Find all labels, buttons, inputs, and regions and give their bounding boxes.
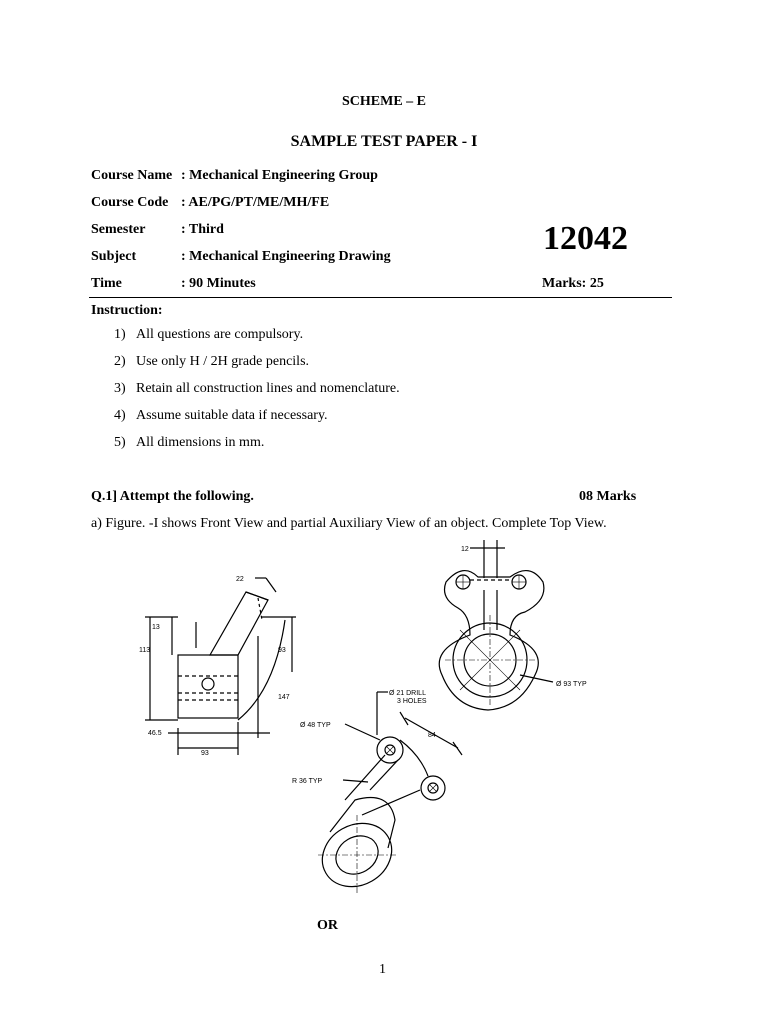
- time-value: : 90 Minutes: [181, 276, 256, 291]
- front-view-dimensions: [139, 576, 290, 757]
- pictorial-view-drawing: [311, 692, 462, 899]
- dim-label: 113: [139, 647, 151, 654]
- course-code-label: Course Code: [91, 195, 169, 210]
- semester-value: : Third: [181, 222, 224, 237]
- or-separator: OR: [317, 918, 338, 933]
- course-name-value: : Mechanical Engineering Group: [181, 168, 378, 183]
- instruction-heading: Instruction:: [91, 303, 163, 318]
- question-marks: 08 Marks: [579, 489, 637, 504]
- dim-label: R 36 TYP: [292, 778, 323, 785]
- dim-label: 46.5: [148, 730, 162, 737]
- auxiliary-view-dimensions: [461, 546, 587, 688]
- semester-label: Semester: [91, 222, 146, 237]
- dim-label: 22: [236, 576, 244, 583]
- list-item: 1) All questions are compulsory.: [114, 327, 304, 342]
- auxiliary-view-drawing: [439, 540, 553, 710]
- dim-label: 84: [428, 732, 436, 739]
- paper-code-number: 12042: [543, 220, 628, 257]
- front-view-drawing: [145, 578, 296, 755]
- time-label: Time: [91, 276, 122, 291]
- dim-label: 12: [461, 546, 469, 553]
- list-item: 5) All dimensions in mm.: [114, 435, 265, 450]
- dim-label: Ø 21 DRILL: [389, 690, 426, 697]
- course-code-value: : AE/PG/PT/ME/MH/FE: [181, 195, 330, 210]
- scheme-label: SCHEME – E: [341, 94, 426, 109]
- pictorial-view-dimensions: [292, 690, 436, 785]
- page-number: 1: [379, 962, 386, 977]
- list-item: 2) Use only H / 2H grade pencils.: [114, 354, 310, 369]
- dim-label: 93: [278, 647, 286, 654]
- paper-title: SAMPLE TEST PAPER - I: [290, 133, 478, 150]
- dim-label: Ø 48 TYP: [300, 722, 331, 729]
- total-marks: Marks: 25: [542, 276, 604, 291]
- dim-label: 3 HOLES: [397, 698, 427, 705]
- course-name-label: Course Name: [91, 168, 173, 183]
- question-part-a: a) Figure. -I shows Front View and partial Auxiliary View of an object. Complete Top View.: [91, 516, 607, 531]
- subject-value: : Mechanical Engineering Drawing: [181, 249, 391, 264]
- subject-label: Subject: [91, 249, 137, 264]
- list-item: 4) Assume suitable data if necessary.: [114, 408, 328, 423]
- dim-label: 147: [278, 694, 290, 701]
- dim-label: Ø 93 TYP: [556, 681, 587, 688]
- dim-label: 93: [201, 750, 209, 757]
- list-item: 3) Retain all construction lines and nomenclature.: [114, 381, 400, 396]
- dim-label: 13: [152, 624, 160, 631]
- question-heading: Q.1] Attempt the following.: [91, 489, 254, 504]
